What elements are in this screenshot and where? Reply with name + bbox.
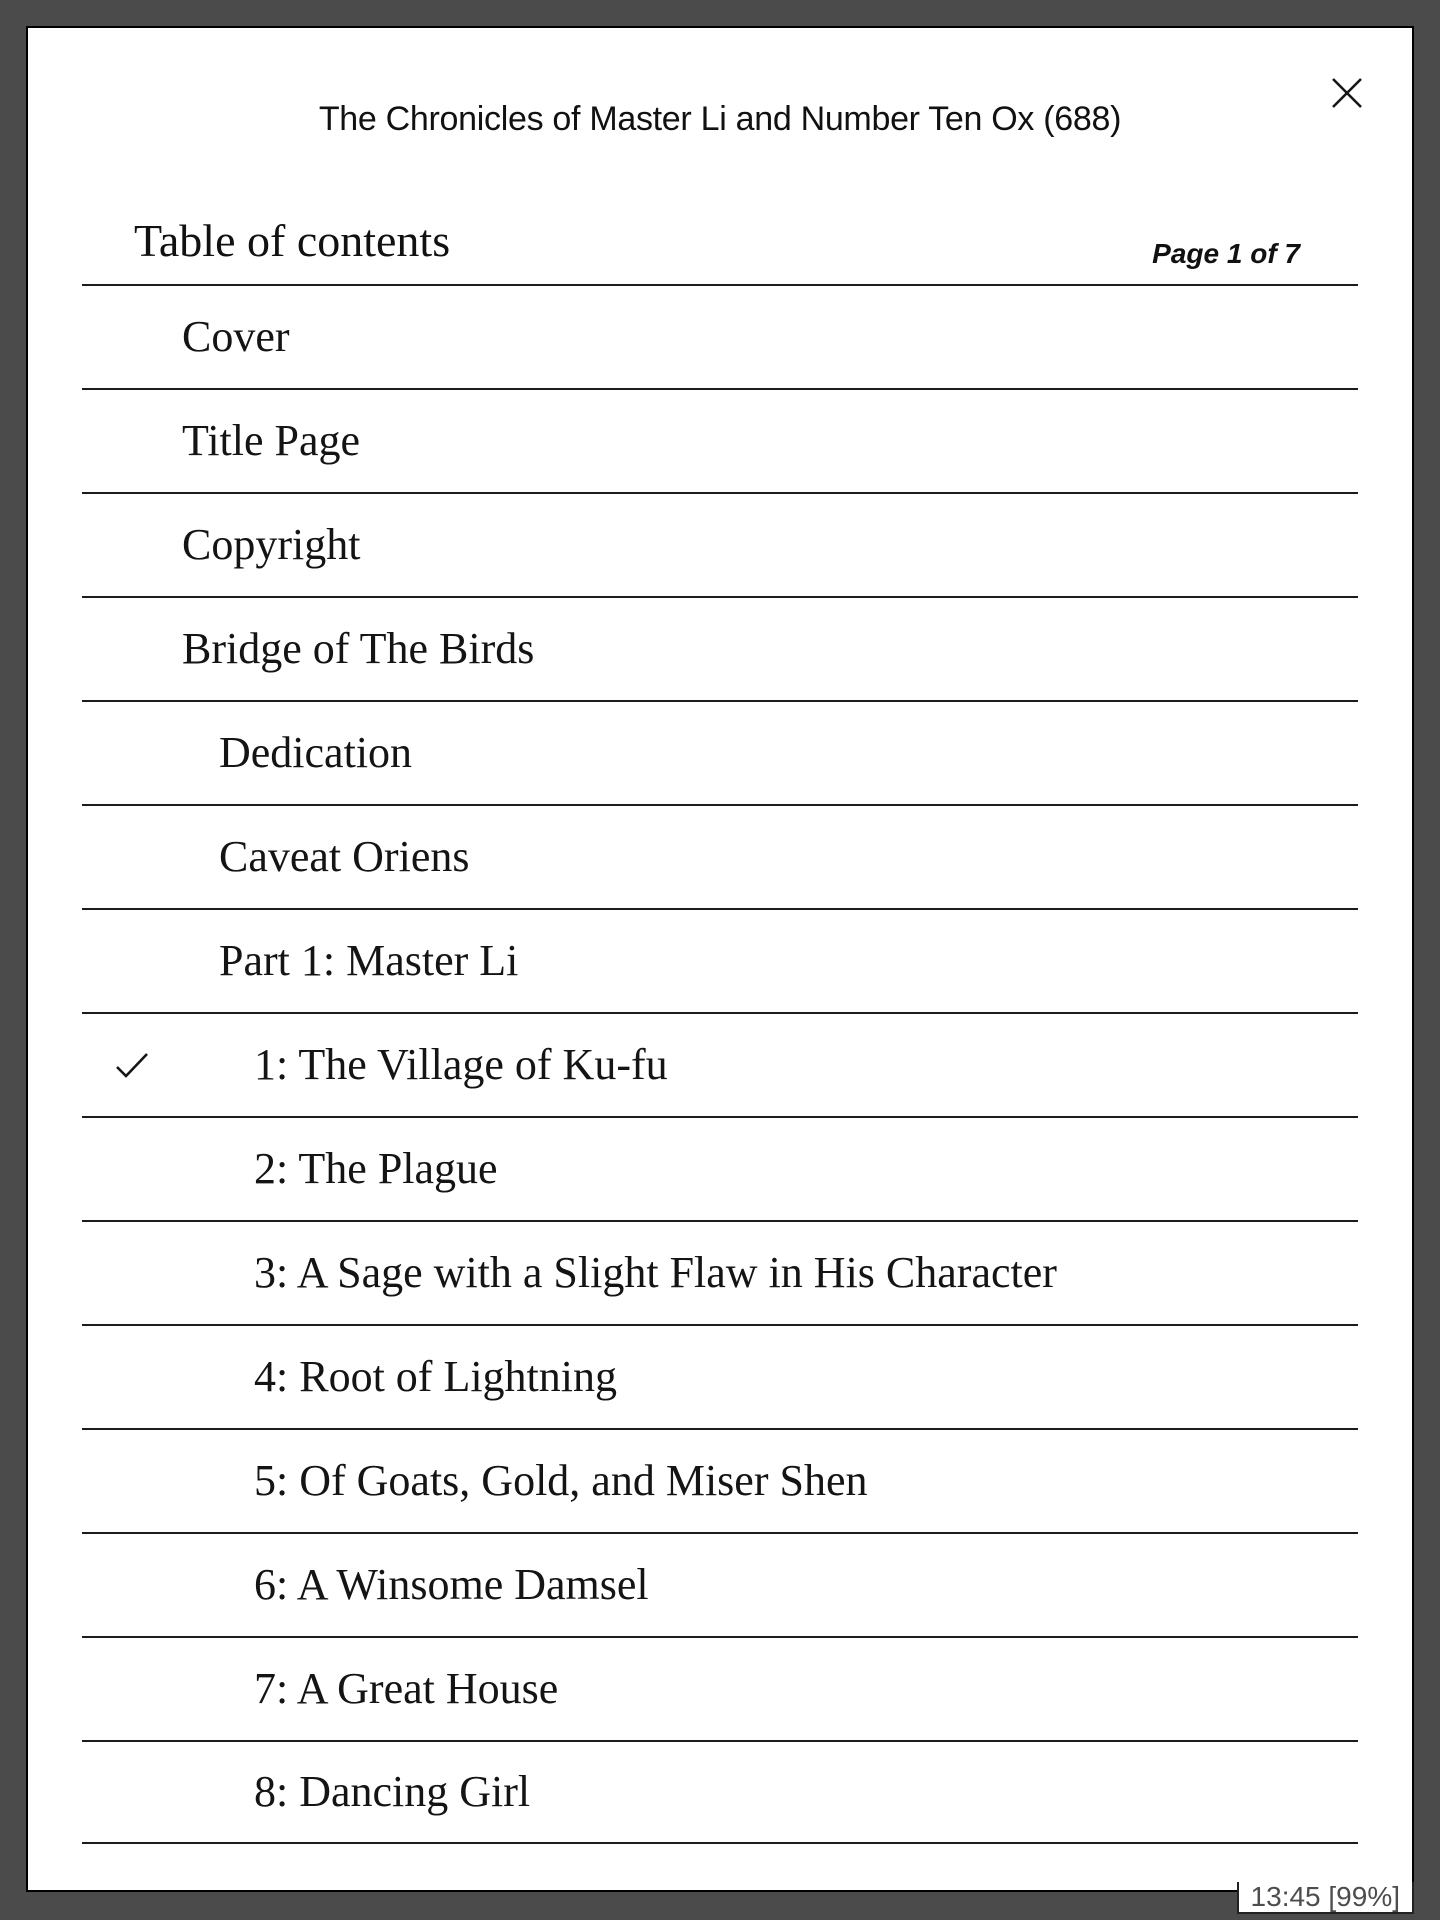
toc-item[interactable] (82, 284, 1358, 388)
toc-item-label: Title Page (182, 416, 361, 465)
toc-item[interactable] (82, 492, 1358, 596)
close-icon (1329, 75, 1365, 111)
toc-item-label: Copyright (182, 520, 361, 569)
toc-item-label: 1: The Village of Ku-fu (254, 1040, 668, 1089)
toc-item-label: Bridge of The Birds (182, 624, 535, 673)
toc-item[interactable] (82, 804, 1358, 908)
status-bar (1237, 1882, 1414, 1914)
toc-item-label: 8: Dancing Girl (254, 1767, 531, 1816)
close-button[interactable] (1318, 64, 1376, 122)
toc-item[interactable] (82, 1532, 1358, 1636)
toc-item-label: 4: Root of Lightning (254, 1352, 617, 1401)
toc-item-label: Part 1: Master Li (219, 936, 519, 985)
toc-item[interactable] (82, 1740, 1358, 1844)
toc-item[interactable] (82, 1428, 1358, 1532)
toc-item-label: Dedication (219, 728, 413, 777)
book-title: The Chronicles of Master Li and Number Ten Ox (688) (318, 100, 1122, 138)
check-icon (113, 1047, 151, 1083)
toc-item[interactable] (82, 388, 1358, 492)
toc-item-label: Caveat Oriens (219, 832, 470, 881)
toc-item[interactable] (82, 1012, 1358, 1116)
toc-item-label: 7: A Great House (254, 1664, 559, 1713)
toc-item[interactable] (82, 1324, 1358, 1428)
toc-window (26, 26, 1414, 1892)
toc-item[interactable] (82, 596, 1358, 700)
toc-heading: Table of contents (134, 215, 451, 266)
toc-item-label: 6: A Winsome Damsel (254, 1560, 649, 1609)
toc-item-label: 2: The Plague (254, 1144, 498, 1193)
toc-item[interactable] (82, 1636, 1358, 1740)
page-indicator: Page 1 of 7 (1152, 238, 1300, 269)
clock-battery-text: 13:45 [99%] (1250, 1881, 1400, 1912)
toc-item-label: 5: Of Goats, Gold, and Miser Shen (254, 1456, 868, 1505)
toc-item[interactable] (82, 908, 1358, 1012)
toc-item[interactable] (82, 1220, 1358, 1324)
toc-item[interactable] (82, 1116, 1358, 1220)
toc-list (82, 284, 1358, 1844)
toc-item[interactable] (82, 700, 1358, 804)
toc-item-label: Cover (182, 312, 290, 361)
toc-item-label: 3: A Sage with a Slight Flaw in His Character (254, 1248, 1057, 1297)
